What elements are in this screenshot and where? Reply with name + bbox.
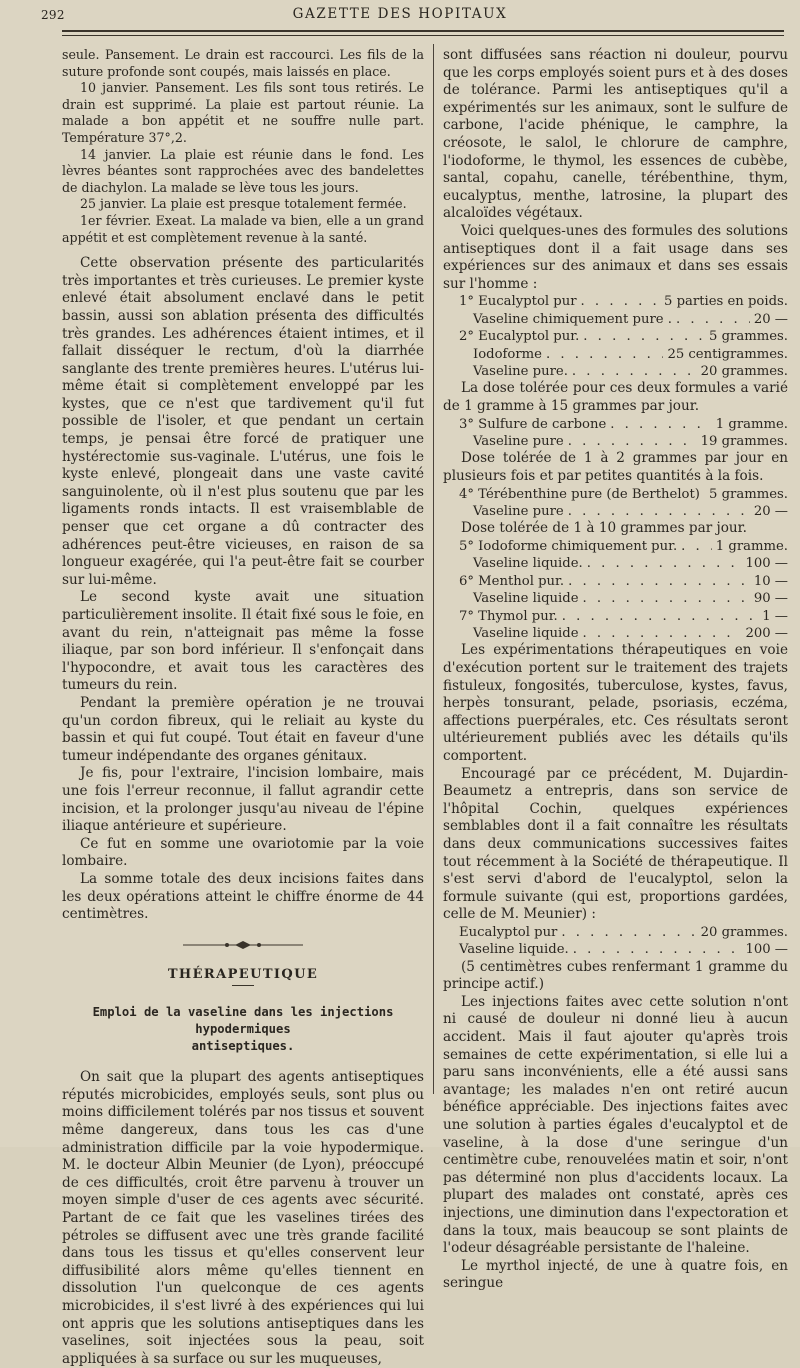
case-note: 1er février. Exeat. La malade va bien, elle a un grand appétit et est complètement revenue à la santé. (62, 212, 424, 245)
article-title-line: antiseptiques. (191, 1039, 295, 1054)
formula-line (443, 608, 788, 625)
formula-ingredient: 5° Iodoforme chimiquement pur. (459, 538, 678, 554)
formula-line (443, 363, 788, 380)
formula-ingredient: Eucalyptol pur (459, 924, 558, 940)
formula-quantity: 19 grammes. (700, 433, 788, 449)
case-notes (62, 47, 424, 246)
dot-leader (546, 346, 663, 363)
formula-line (443, 555, 788, 572)
formula-line (443, 416, 788, 433)
header-rule-thin (62, 35, 784, 36)
formula-quantity: 20 grammes. (700, 363, 788, 379)
paragraph: Dose tolérée de 1 à 10 grammes par jour. (461, 520, 747, 537)
article-title (62, 1004, 424, 1055)
dot-leader (583, 625, 742, 642)
paragraph: Voici quelques-unes des formules des solutions antiseptiques dont il a fait usage dans ses expériences sur des animaux et dans ses essais sur l'homme : (443, 222, 788, 292)
paragraph: Pendant la première opération je ne trouvai qu'un cordon fibreux, qui le reliait au kyste du bassin et qui fut coupé. Tout était en faveur d'une tumeur indépendante des organes génitaux. (62, 694, 424, 764)
dot-leader (583, 328, 705, 345)
formula-line (443, 503, 788, 520)
paragraph: sont diffusées sans réaction ni douleur, pourvu que les corps employés soient purs et à des doses de tolérance. Parmi les antiseptiques qu'il a expérimentés sur les animaux, sont le sulfure de carbone, l'acide phénique, le camphre, la créosote, le salol, le chlorure de camphre, l'iodoforme, le thymol, les essences de cubèbe, santal, copahu, canelle, térébenthine, thym, eucalyptus, menthe, latrosine, la plupart des alcaloïdes végétaux. (443, 47, 788, 222)
formula-ingredient: 1° Eucalyptol pur (459, 294, 577, 310)
dot-leader (568, 503, 750, 520)
formula-quantity: 1 gramme. (715, 538, 788, 554)
formula-line (443, 311, 788, 328)
paragraph: Je fis, pour l'extraire, l'incision lombaire, mais une fois l'erreur reconnue, il fallut agrandir cette incision, et la prolonger jusqu'au niveau de l'épine iliaque antérieure et supérieure. (62, 765, 424, 835)
title-rule (232, 985, 254, 986)
column-divider (433, 44, 434, 1094)
formula-line (443, 590, 788, 607)
formula-ingredient: Iodoforme (473, 346, 542, 362)
paragraph: Le myrthol injecté, de une à quatre fois, en seringue (443, 1257, 788, 1292)
right-column (443, 47, 788, 1293)
formula-quantity: 25 centigrammes. (667, 346, 788, 362)
paragraph: (5 centimètres cubes renfermant 1 gramme du principe actif.) (443, 958, 788, 993)
formula-line (443, 328, 788, 345)
formula-quantity: 5 grammes. (709, 486, 788, 502)
dot-leader (681, 538, 712, 555)
formula-ingredient: Vaseline liquide (473, 591, 579, 607)
section-title: THÉRAPEUTIQUE (167, 966, 319, 982)
formula-quantity: 20 grammes. (700, 924, 788, 940)
formula-ingredient: 2° Eucalyptol pur. (459, 329, 580, 345)
formula-list (443, 924, 788, 959)
dot-leader (583, 590, 750, 607)
dot-leader (562, 608, 758, 625)
paragraph: Les injections faites avec cette solution n'ont ni causé de douleur ni donné lieu à aucun accident. Mais il faut ajouter qu'après trois semaines de cette expérimentation, si elle lui a paru sans inconvénients, elle a été aussi sans avantage; les malades n'en ont retiré aucun bénéfice appréciable. Des injections faites avec une solution à parties égales d'eucalyptol et de vaseline, à la dose d'une seringue d'un centimètre cube, renouvelées matin et soir, n'ont pas déterminé non plus d'accidents locaux. La plupart des malades ont constaté, après ces injections, une diminution dans l'expectoration et dans la toux, mais beaucoup se sont plaints de l'odeur désagréable persistante de l'haleine. (443, 993, 788, 1257)
page-number: 292 (41, 8, 65, 22)
formula-ingredient: Vaseline pure. (473, 363, 568, 379)
formula-list (443, 416, 788, 451)
formula-quantity: 1 gramme. (715, 416, 788, 432)
formula-line (443, 941, 788, 958)
formula-quantity: 90 — (753, 591, 788, 607)
formula-ingredient: 7° Thymol pur. (459, 608, 558, 624)
article-title-line: Emploi de la vaseline dans les injections hypodermiques (92, 1005, 394, 1037)
formula-line (443, 433, 788, 450)
formula-ingredient: Vaseline liquide. (459, 942, 569, 958)
paragraph: Le second kyste avait une situation particulièrement insolite. Il était fixé sous le foie, en avant du rein, n'atteignait pas même la fosse iliaque, par son bord inférieur. Il s'enfonçait dans l'hypocondre, et avait tous les caractères des tumeurs du rein. (62, 589, 424, 694)
dot-leader (572, 363, 697, 380)
case-note: 25 janvier. La plaie est presque totalement fermée. (80, 196, 407, 212)
formula-line (443, 486, 788, 503)
paragraph: Encouragé par ce précédent, M. Dujardin-Beaumetz a entrepris, dans son service de l'hôpital Cochin, quelques expériences semblables dont il a fait connaître les résultats dans deux communications successives faites tout récemment à la Société de thérapeutique. Il s'est servi d'abord de l'eucalyptol, selon la formule suivante (qui est, proportions gardées, celle de M. Meunier) : (443, 765, 788, 923)
paragraph: La somme totale des deux incisions faites dans les deux opérations atteint le chiffre énorme de 44 centimètres. (62, 870, 424, 923)
case-note: 14 janvier. La plaie est réunie dans le fond. Les lèvres béantes sont rapprochées avec des bandelettes de diachylon. La malade se lève tous les jours. (62, 146, 424, 195)
header-rule (62, 30, 784, 32)
formula-list (443, 538, 788, 642)
formula-list (443, 486, 788, 521)
dot-leader (561, 924, 696, 941)
dot-leader (676, 311, 750, 328)
formula-ingredient: Vaseline liquide (473, 625, 579, 641)
formula-ingredient: 4° Térébenthine pure (de Berthelot) (459, 486, 700, 502)
page-header (0, 0, 800, 40)
running-title: GAZETTE DES HOPITAUX (292, 6, 508, 22)
ornament-divider (62, 940, 424, 952)
formula-quantity: 5 grammes. (709, 329, 788, 345)
formula-quantity: 20 — (753, 311, 788, 327)
case-note: seule. Pansement. Le drain est raccourci. Les fils de la suture profonde sont coupés, mais laissés en place. (62, 47, 424, 79)
dot-leader (581, 293, 660, 310)
formula-ingredient: Vaseline chimiquement pure . (473, 311, 672, 327)
formula-list (443, 293, 788, 380)
formula-quantity: 10 — (753, 573, 788, 589)
formula-quantity: 200 — (745, 625, 788, 641)
formula-quantity: 100 — (745, 556, 788, 572)
formula-line (443, 924, 788, 941)
formula-line (443, 625, 788, 642)
formula-quantity: 100 — (745, 942, 788, 958)
formula-quantity: 1 — (762, 608, 788, 624)
dot-leader (610, 416, 712, 433)
formula-ingredient: Vaseline liquide. (473, 556, 583, 572)
formula-line (443, 346, 788, 363)
formula-line (443, 538, 788, 555)
formula-ingredient: 6° Menthol pur. (459, 573, 565, 589)
dot-leader (568, 433, 697, 450)
formula-ingredient: 3° Sulfure de carbone (459, 416, 607, 432)
paragraph: Ce fut en somme une ovariotomie par la voie lombaire. (62, 835, 424, 870)
formula-ingredient: Vaseline pure (473, 503, 564, 519)
paragraph: On sait que la plupart des agents antiseptiques réputés microbicides, employés seuls, sont plus ou moins difficilement tolérés par nos tissus et souvent même dangereux, dans tous les cas d'une administration difficile par la voie hypodermique. M. le docteur Albin Meunier (de Lyon), préoccupé de ces difficultés, croit être parvenu à trouver un moyen simple d'user de ces agents avec sécurité. Partant de ce fait que les vaselines tirées des pétroles se diffusent avec une très grande facilité dans tous les tissus et qu'elles conservent leur diffusibilité alors même qu'elles tiennent en dissolution l'un quelconque de ces agents microbicides, il s'est livré à des expériences qui lui ont appris que les solutions antiseptiques dans les vaselines, soit injectées sous la peau, soit appliquées à sa surface ou sur les muqueuses, (62, 1069, 424, 1367)
dot-leader (704, 486, 705, 503)
formula-ingredient: Vaseline pure (473, 433, 564, 449)
paragraph: Dose tolérée de 1 à 2 grammes par jour en plusieurs fois et par petites quantités à la fois. (443, 450, 788, 484)
paragraph: La dose tolérée pour ces deux formules a varié de 1 gramme à 15 grammes par jour. (443, 380, 788, 414)
paragraph: Cette observation présente des particularités très importantes et très curieuses. Le premier kyste enlevé était absolument enclavé dans le petit bassin, aussi son ablation présenta des difficultés très grandes. Les adhérences étaient intimes, et il fallait disséquer le rectum, d'où la diarrhée sanglante des trente premières heures. L'utérus lui-même était si complètement enveloppé par les kystes, que ce n'est que tardivement qu'il fut possible de l'isoler, et que pendant un certain temps, je pensai être forcé de pratiquer une hystérectomie sus-vaginale. L'utérus, une fois le kyste enlevé, plongeait dans une vaste cavité sanguinolente, où il n'est plus soutenu que par les ligaments ronds intacts. Il est vraisemblable de penser que cet organe a dû contracter des adhérences peut-être vicieuses, en raison de sa longueur exagérée, qui l'a peut-être fait se courber sur lui-même. (62, 255, 424, 588)
formula-quantity: 5 parties en poids. (664, 294, 788, 310)
dot-leader (587, 555, 742, 572)
paragraph: Les expérimentations thérapeutiques en voie d'exécution portent sur le traitement des trajets fistuleux, fongosités, tuberculose, kystes, favus, herpès tonsurant, pelade, psoriasis, eczéma, affections puerpérales, etc. Ces résultats seront ultérieurement publiés avec les détails qu'ils comportent. (443, 642, 788, 764)
case-note: 10 janvier. Pansement. Les fils sont tous retirés. Le drain est supprimé. La plaie est partout réunie. La malade a bon appétit et ne souffre nulle part. Température 37°,2. (62, 80, 424, 145)
left-column (62, 47, 424, 1368)
dot-leader (568, 573, 750, 590)
formula-quantity: 20 — (753, 503, 788, 519)
formula-line (443, 573, 788, 590)
dot-leader (573, 941, 742, 958)
formula-line (443, 293, 788, 310)
